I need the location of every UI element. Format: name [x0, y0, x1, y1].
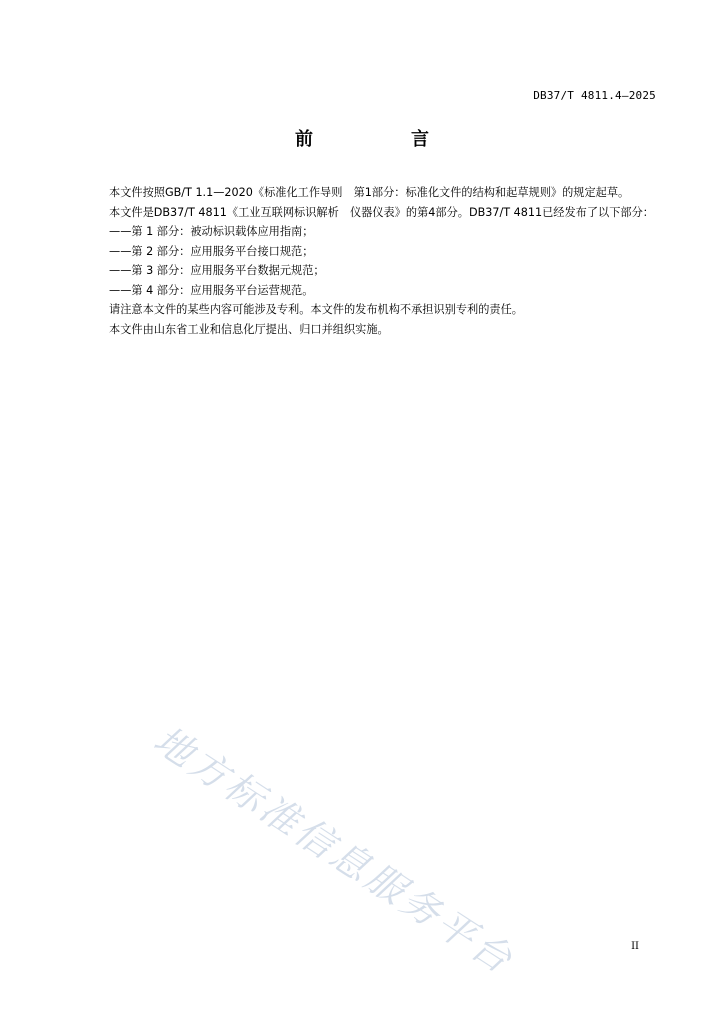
part-list-item: ——第 2 部分：应用服务平台接口规范；	[109, 244, 314, 258]
part-list-item: ——第 4 部分：应用服务平台运营规范。	[109, 283, 314, 297]
foreword-body	[87, 183, 657, 339]
patent-notice-paragraph: 请注意本文件的某些内容可能涉及专利。本文件的发布机构不承担识别专利的责任。	[109, 303, 523, 316]
document-code: DB37/T 4811.4—2025	[533, 89, 656, 102]
part-list-item: ——第 3 部分：应用服务平台数据元规范；	[109, 264, 325, 277]
proposer-paragraph: 本文件由山东省工业和信息化厅提出、归口并组织实施。	[109, 322, 389, 336]
watermark: 地方标准信息服务平台	[146, 717, 523, 984]
part-list-item: ——第 1 部分：被动标识载体应用指南；	[109, 225, 314, 238]
series-parts-paragraph: 本文件是DB37/T 4811《工业互联网标识解析 仪器仪表》的第4部分。DB37/T 4811已经发布了以下部分：	[109, 205, 654, 219]
drafting-rules-paragraph: 本文件按照GB/T 1.1—2020《标准化工作导则 第1部分：标准化文件的结构和起草规则》的规定起草。	[109, 186, 630, 199]
page-number: II	[631, 941, 639, 952]
page-title: 前 言	[295, 129, 469, 150]
